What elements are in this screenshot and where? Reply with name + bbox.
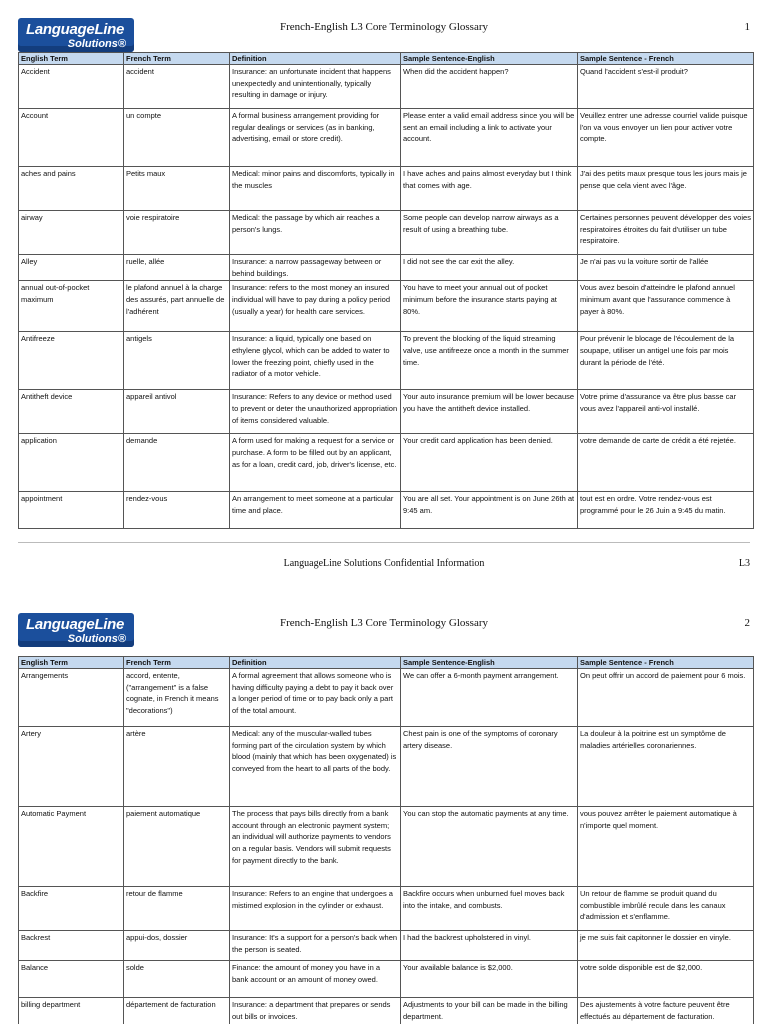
cell-definition: Insurance: an unfortunate incident that happens unexpectedly and unintentionally, typically resulting in damage or injury.: [230, 65, 401, 109]
cell-sample-english: You have to meet your annual out of pocket minimum before the insurance starts paying at 80%.: [401, 281, 578, 332]
cell-definition: The process that pays bills directly from a bank account through an electronic payment system; an individual will authorize payments to vendors on a regular basis. Vendors will submit requests for payment directly to the bank.: [230, 807, 401, 887]
col-sample-french: Sample Sentence - French: [578, 657, 754, 669]
glossary-table: [18, 656, 754, 1024]
cell-definition: Finance: the amount of money you have in a bank account or an amount of money owed.: [230, 961, 401, 998]
cell-english-term: Antitheft device: [19, 390, 124, 434]
footer-level-label: L3: [738, 558, 750, 569]
table-row: [19, 727, 754, 807]
cell-french-term: artère: [124, 727, 230, 807]
table-header-row: [19, 53, 754, 65]
table-row: [19, 109, 754, 167]
cell-definition: Insurance: Refers to any device or method used to prevent or deter the unauthorized appropriation of items considered valuable.: [230, 390, 401, 434]
cell-sample-english: Backfire occurs when unburned fuel moves back into the intake, and combusts.: [401, 887, 578, 931]
cell-sample-english: We can offer a 6-month payment arrangement.: [401, 669, 578, 727]
cell-french-term: Petits maux: [124, 167, 230, 211]
table-row: [19, 211, 754, 255]
col-french-term: French Term: [124, 53, 230, 65]
col-definition: Definition: [230, 657, 401, 669]
cell-english-term: annual out-of-pocket maximum: [19, 281, 124, 332]
cell-definition: Medical: any of the muscular-walled tubes forming part of the circulation system by which blood (mainly that which has been oxygenated) is conveyed from the heart to all parts of the body.: [230, 727, 401, 807]
cell-sample-french: Des ajustements à votre facture peuvent être effectués au département de facturation.: [578, 998, 754, 1024]
cell-definition: Insurance: a liquid, typically one based on ethylene glycol, which can be added to water to lower the freezing point, chiefly used in the radiator of a motor vehicle.: [230, 332, 401, 390]
cell-definition: Insurance: a narrow passageway between or behind buildings.: [230, 255, 401, 281]
table-row: [19, 390, 754, 434]
cell-definition: Medical: the passage by which air reaches a person's lungs.: [230, 211, 401, 255]
cell-sample-french: vous pouvez arrêter le paiement automatique à n'importe quel moment.: [578, 807, 754, 887]
col-english-term: English Term: [19, 657, 124, 669]
cell-english-term: appointment: [19, 492, 124, 529]
cell-english-term: Backrest: [19, 931, 124, 961]
cell-english-term: Backfire: [19, 887, 124, 931]
cell-english-term: Account: [19, 109, 124, 167]
cell-french-term: accord, entente, ("arrangement" is a false cognate, in French it means "decorations"): [124, 669, 230, 727]
document-title: French-English L3 Core Terminology Glossary: [280, 21, 488, 33]
cell-sample-english: Please enter a valid email address since you will be sent an email including a link to activate your account.: [401, 109, 578, 167]
cell-sample-french: On peut offrir un accord de paiement pour 6 mois.: [578, 669, 754, 727]
cell-sample-english: Your available balance is $2,000.: [401, 961, 578, 998]
cell-french-term: appareil antivol: [124, 390, 230, 434]
table-row: [19, 434, 754, 492]
cell-french-term: demande: [124, 434, 230, 492]
cell-english-term: application: [19, 434, 124, 492]
table-row: [19, 669, 754, 727]
table-row: [19, 492, 754, 529]
cell-sample-english: You can stop the automatic payments at any time.: [401, 807, 578, 887]
table-row: [19, 167, 754, 211]
cell-sample-english: Some people can develop narrow airways as a result of using a breathing tube.: [401, 211, 578, 255]
document-title: French-English L3 Core Terminology Glossary: [280, 617, 488, 629]
cell-sample-english: To prevent the blocking of the liquid streaming valve, use antifreeze once a month in the summer time.: [401, 332, 578, 390]
cell-sample-english: Adjustments to your bill can be made in the billing department.: [401, 998, 578, 1024]
cell-french-term: un compte: [124, 109, 230, 167]
cell-english-term: Automatic Payment: [19, 807, 124, 887]
cell-french-term: ruelle, allée: [124, 255, 230, 281]
cell-sample-french: votre solde disponible est de $2,000.: [578, 961, 754, 998]
table-row: [19, 961, 754, 998]
cell-sample-french: J'ai des petits maux presque tous les jours mais je pense que cela vient avec l'âge.: [578, 167, 754, 211]
cell-english-term: Balance: [19, 961, 124, 998]
cell-sample-french: Un retour de flamme se produit quand du combustible imbrûlé recule dans les canaux d'admission et s'enflamme.: [578, 887, 754, 931]
cell-definition: A formal business arrangement providing for regular dealings or services (as in banking, advertising, email or store credit).: [230, 109, 401, 167]
col-french-term: French Term: [124, 657, 230, 669]
cell-french-term: appui-dos, dossier: [124, 931, 230, 961]
cell-sample-french: je me suis fait capitonner le dossier en vinyle.: [578, 931, 754, 961]
cell-french-term: solde: [124, 961, 230, 998]
page-number: 1: [744, 21, 750, 33]
cell-sample-french: La douleur à la poitrine est un symptôme de maladies artérielles coronariennes.: [578, 727, 754, 807]
cell-definition: A formal agreement that allows someone who is having difficulty paying a debt to pay it back over a longer period of time or to pay back only a part of the total amount.: [230, 669, 401, 727]
logo-text-main: LanguageLine: [26, 616, 125, 633]
cell-french-term: le plafond annuel à la charge des assurés, part annuelle de l'adhérent: [124, 281, 230, 332]
cell-definition: Medical: minor pains and discomforts, typically in the muscles: [230, 167, 401, 211]
cell-english-term: Arrangements: [19, 669, 124, 727]
cell-sample-english: You are all set. Your appointment is on June 26th at 9:45 am.: [401, 492, 578, 529]
cell-definition: An arrangement to meet someone at a particular time and place.: [230, 492, 401, 529]
cell-french-term: voie respiratoire: [124, 211, 230, 255]
col-sample-english: Sample Sentence-English: [401, 53, 578, 65]
cell-sample-french: Quand l'accident s'est-il produit?: [578, 65, 754, 109]
cell-definition: Insurance: It's a support for a person's back when the person is seated.: [230, 931, 401, 961]
cell-english-term: aches and pains: [19, 167, 124, 211]
col-sample-english: Sample Sentence-English: [401, 657, 578, 669]
table-row: [19, 807, 754, 887]
table-row: [19, 998, 754, 1024]
cell-definition: Insurance: a department that prepares or sends out bills or invoices.: [230, 998, 401, 1024]
table-row: [19, 281, 754, 332]
cell-sample-french: Veuillez entrer une adresse courriel valide puisque l'on va vous envoyer un lien pour activer votre compte.: [578, 109, 754, 167]
cell-sample-french: Certaines personnes peuvent développer des voies respiratoires étroites du fait d'utiliser un tube respiratoire.: [578, 211, 754, 255]
cell-sample-english: I did not see the car exit the alley.: [401, 255, 578, 281]
cell-english-term: billing department: [19, 998, 124, 1024]
logo-text-main: LanguageLine: [26, 21, 125, 38]
col-sample-french: Sample Sentence - French: [578, 53, 754, 65]
page-separator: [18, 542, 750, 543]
cell-sample-english: Chest pain is one of the symptoms of coronary artery disease.: [401, 727, 578, 807]
cell-english-term: Artery: [19, 727, 124, 807]
cell-english-term: airway: [19, 211, 124, 255]
cell-sample-french: Vous avez besoin d'atteindre le plafond annuel minimum avant que l'assurance commence à payer à 80%.: [578, 281, 754, 332]
table-row: [19, 931, 754, 961]
table-header-row: [19, 657, 754, 669]
cell-english-term: Accident: [19, 65, 124, 109]
cell-sample-english: I had the backrest upholstered in vinyl.: [401, 931, 578, 961]
cell-definition: Insurance: Refers to an engine that undergoes a mistimed explosion in the cylinder or exhaust.: [230, 887, 401, 931]
table-row: [19, 332, 754, 390]
cell-french-term: retour de flamme: [124, 887, 230, 931]
cell-french-term: paiement automatique: [124, 807, 230, 887]
cell-french-term: accident: [124, 65, 230, 109]
cell-sample-french: Pour prévenir le blocage de l'écoulement de la soupape, utiliser un antigel une fois par mois durant la période de l'été.: [578, 332, 754, 390]
cell-sample-french: Je n'ai pas vu la voiture sortir de l'allée: [578, 255, 754, 281]
col-english-term: English Term: [19, 53, 124, 65]
cell-definition: Insurance: refers to the most money an insured individual will have to pay during a policy period (usually a year) for health care services.: [230, 281, 401, 332]
cell-sample-english: Your credit card application has been denied.: [401, 434, 578, 492]
cell-sample-english: Your auto insurance premium will be lower because you have the antitheft device installed.: [401, 390, 578, 434]
table-row: [19, 255, 754, 281]
glossary-table: [18, 52, 754, 529]
cell-sample-english: I have aches and pains almost everyday but I think that comes with age.: [401, 167, 578, 211]
cell-french-term: rendez-vous: [124, 492, 230, 529]
cell-english-term: Alley: [19, 255, 124, 281]
table-row: [19, 887, 754, 931]
logo-text-sub: Solutions®: [67, 38, 126, 50]
cell-french-term: département de facturation: [124, 998, 230, 1024]
cell-sample-french: votre demande de carte de crédit a été rejetée.: [578, 434, 754, 492]
cell-sample-french: Votre prime d'assurance va être plus basse car vous avez l'appareil anti-vol installé.: [578, 390, 754, 434]
cell-french-term: antigels: [124, 332, 230, 390]
cell-definition: A form used for making a request for a service or purchase. A form to be filled out by an applicant, as for a loan, credit card, job, driver's license, etc.: [230, 434, 401, 492]
cell-english-term: Antifreeze: [19, 332, 124, 390]
glossary-page-2: [0, 608, 768, 1024]
page-number: 2: [744, 617, 750, 629]
cell-sample-english: When did the accident happen?: [401, 65, 578, 109]
cell-sample-french: tout est en ordre. Votre rendez-vous est programmé pour le 26 Juin a 9:45 du matin.: [578, 492, 754, 529]
table-row: [19, 65, 754, 109]
confidential-footer: LanguageLine Solutions Confidential Information: [283, 558, 485, 569]
logo-text-sub: Solutions®: [67, 633, 126, 645]
col-definition: Definition: [230, 53, 401, 65]
